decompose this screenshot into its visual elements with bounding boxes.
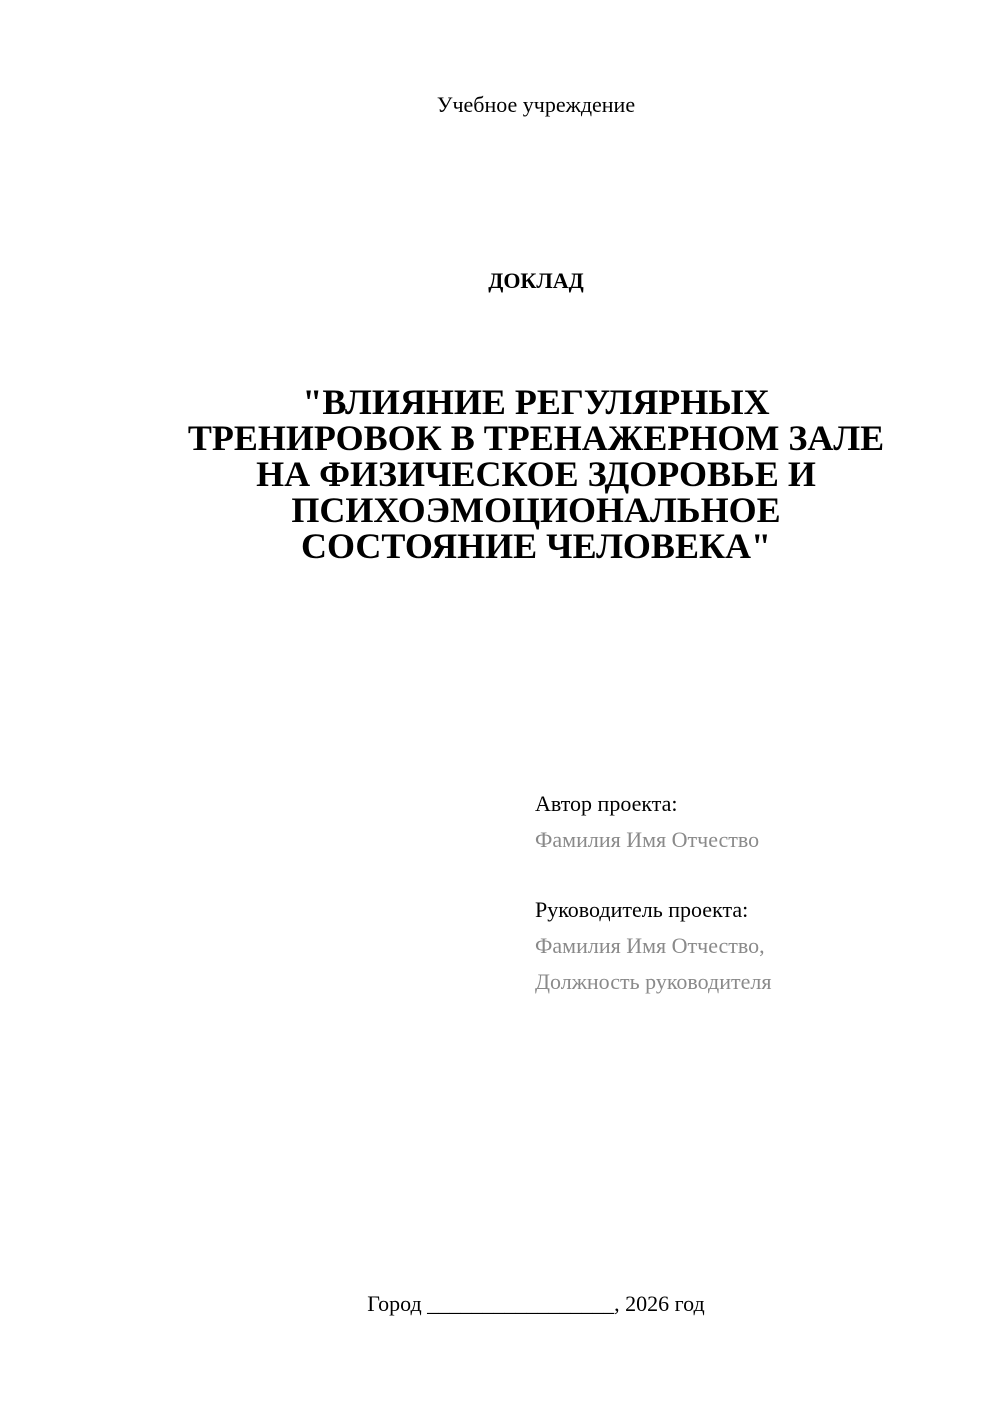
author-name: Фамилия Имя Отчество bbox=[535, 827, 760, 852]
supervisor-block bbox=[535, 892, 975, 1000]
document-title bbox=[150, 384, 922, 564]
title-line: ТРЕНИРОВОК В ТРЕНАЖЕРНОМ ЗАЛЕ bbox=[187, 418, 885, 458]
supervisor-position: Должность руководителя bbox=[535, 969, 772, 994]
title-line: СОСТОЯНИЕ ЧЕЛОВЕКА" bbox=[300, 526, 772, 566]
document-type: ДОКЛАД bbox=[488, 268, 584, 293]
city-year-line: Город _________________, 2026 год bbox=[367, 1291, 705, 1316]
title-line: "ВЛИЯНИЕ РЕГУЛЯРНЫХ bbox=[302, 382, 770, 422]
author-block bbox=[535, 786, 975, 858]
institution-name: Учебное учреждение bbox=[436, 92, 636, 117]
author-label: Автор проекта: bbox=[535, 791, 678, 816]
title-line: ПСИХОЭМОЦИОНАЛЬНОЕ bbox=[291, 490, 781, 530]
supervisor-name: Фамилия Имя Отчество, bbox=[535, 933, 765, 958]
supervisor-label: Руководитель проекта: bbox=[535, 897, 749, 922]
title-line: НА ФИЗИЧЕСКОЕ ЗДОРОВЬЕ И bbox=[256, 454, 816, 494]
